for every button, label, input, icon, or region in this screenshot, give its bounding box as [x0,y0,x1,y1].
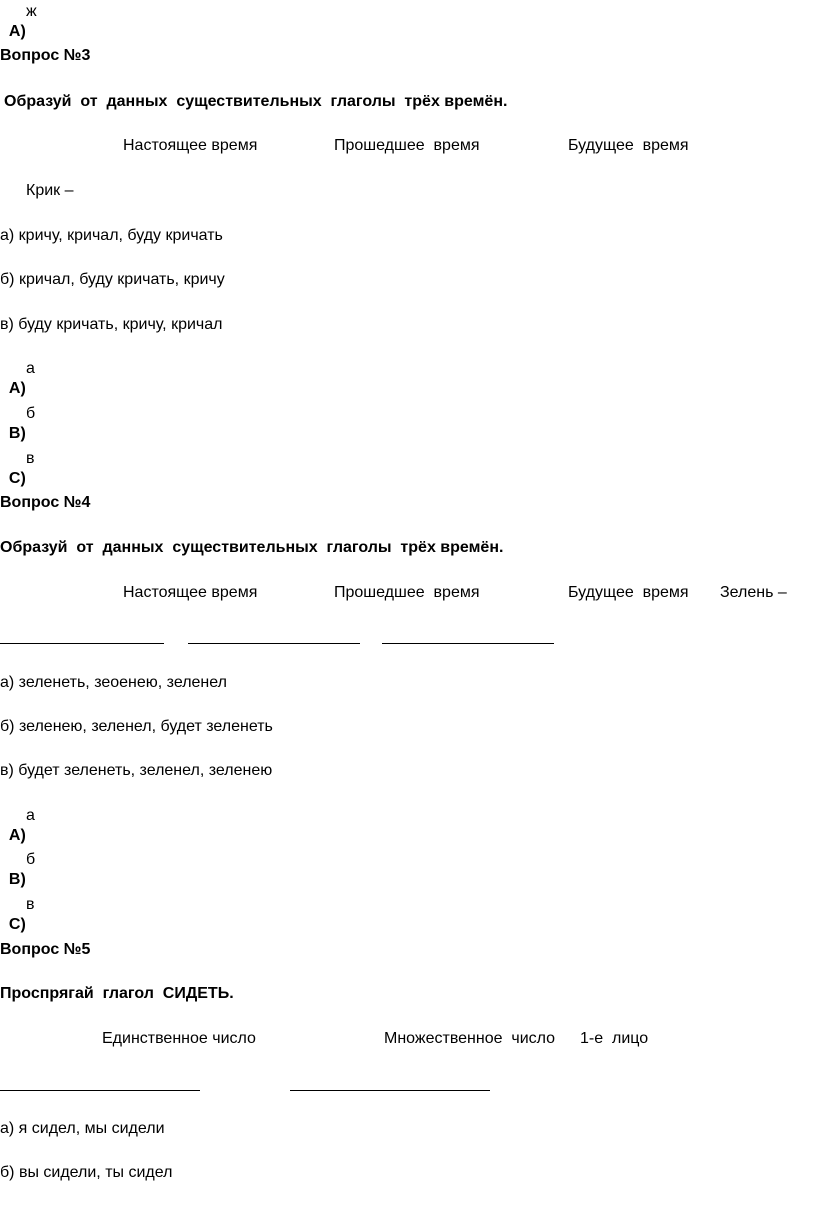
q4-heading: Вопрос №4 [0,494,91,511]
answer-letter: A) [8,380,26,397]
q3-col-present: Настоящее время [123,137,258,154]
q3-option-c: в) буду кричать, кричу, кричал [0,316,223,333]
q5-prompt: Проспрягай глагол СИДЕТЬ. [0,985,234,1002]
q3-option-a: а) кричу, кричал, буду кричать [0,227,223,244]
answer-letter: B) [8,871,26,888]
q5-option-b: б) вы сидели, ты сидел [0,1164,173,1181]
blank-line-present [0,643,164,644]
q5-col-plural: Множественное число [384,1030,556,1047]
q4-col-past: Прошедшее время [334,584,480,601]
q4-option-c: в) будет зеленеть, зеленел, зеленею [0,762,273,779]
q5-person: 1-е лицо [580,1030,649,1047]
answer-text: в [26,450,35,467]
answer-letter: C) [8,916,26,933]
answer-text: б [26,405,36,422]
q3-word: Крик – [26,182,74,199]
answer-letter: A) [8,827,26,844]
q4-prompt: Образуй от данных существительных глаголы трёх времён. [0,539,504,556]
answer-text: а [26,807,35,824]
q4-word: Зелень – [720,584,787,601]
answer-text: б [26,851,36,868]
answer-text: в [26,896,35,913]
answer-letter: C) [8,470,26,487]
q4-col-future: Будущее время [568,584,689,601]
q4-option-a: а) зеленеть, зеоенею, зеленел [0,674,227,691]
q3-col-past: Прошедшее время [334,137,480,154]
blank-line-plural [290,1090,490,1091]
answer-text: а [26,360,35,377]
answer-letter: B) [8,425,26,442]
q3-heading: Вопрос №3 [0,47,91,64]
q3-prompt: Образуй от данных существительных глаголы трёх времён. [4,93,508,110]
q4-col-present: Настоящее время [123,584,258,601]
blank-line-past [188,643,360,644]
answer-text: ж [26,3,37,20]
q3-option-b: б) кричал, буду кричать, кричу [0,271,225,288]
blank-line-future [382,643,554,644]
q4-option-b: б) зеленею, зеленел, будет зеленеть [0,718,273,735]
q3-col-future: Будущее время [568,137,689,154]
answer-letter: A) [8,23,26,40]
blank-line-singular [0,1090,200,1091]
q5-col-singular: Единственное число [102,1030,256,1047]
q5-option-a: а) я сидел, мы сидели [0,1120,165,1137]
q5-heading: Вопрос №5 [0,941,91,958]
